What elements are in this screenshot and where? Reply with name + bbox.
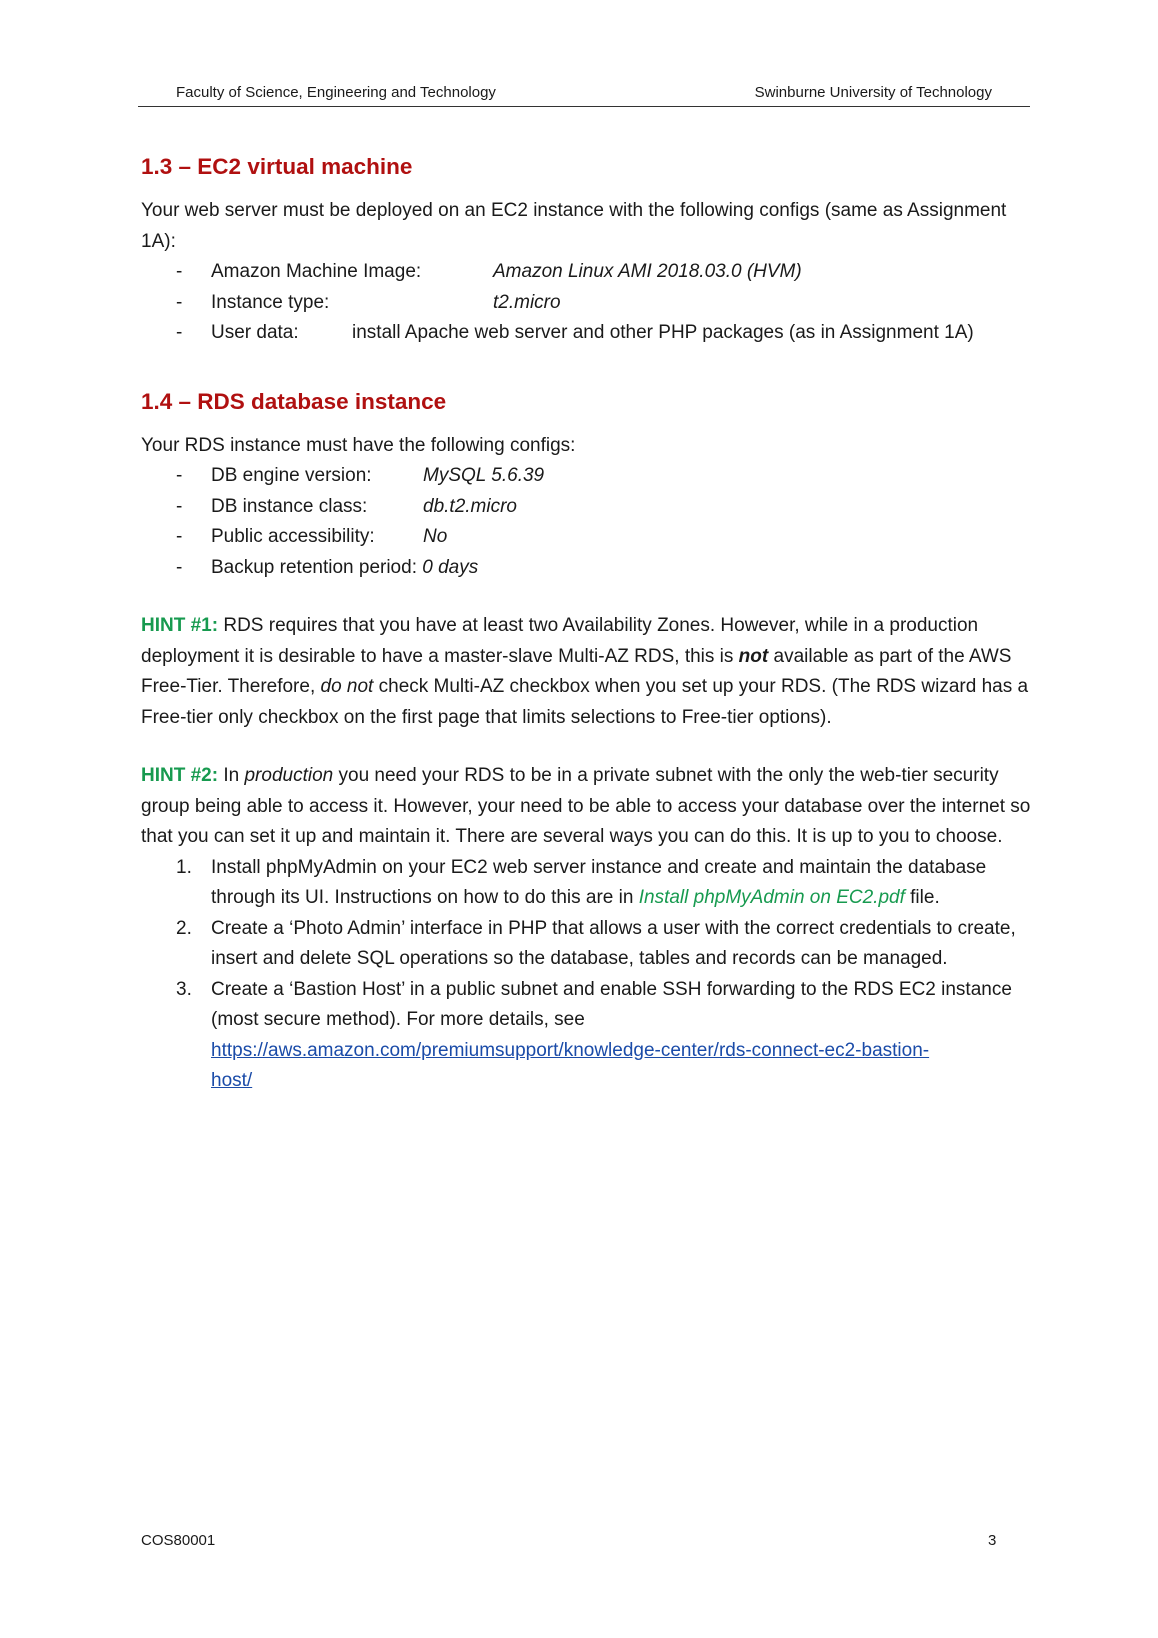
- list-item: - Public accessibility: No: [141, 522, 1031, 553]
- hint-1-text-b: available as part of the AWS Free-Tier. Therefore,: [141, 645, 1012, 697]
- header-university: Swinburne University of Technology: [754, 84, 992, 101]
- step-text-a: Install phpMyAdmin on your EC2 web server instance and create and maintain the database through its UI. Instructions on how to do this are in: [211, 856, 987, 908]
- list-item: - Amazon Machine Image: Amazon Linux AMI 2018.03.0 (HVM): [141, 257, 1031, 288]
- hint-2-text-b: you need your RDS to be in a private subnet with the only the web-tier security group being able to access it. However, your need to be able to access your database over the internet so that you can set it up and maintain it. There are several ways you can do this. It is up to you to choose.: [141, 765, 1031, 847]
- step-number: 2.: [176, 917, 192, 939]
- file-reference: Install phpMyAdmin on EC2.pdf: [638, 887, 905, 908]
- list-item: [141, 975, 1031, 1097]
- config-value: install Apache web server and other PHP packages (as in Assignment 1A): [352, 322, 974, 343]
- list-item: [141, 853, 1031, 914]
- hint-2-label: HINT #2:: [141, 765, 219, 786]
- link-line-2[interactable]: host/: [211, 1070, 253, 1091]
- step-text-b: file.: [904, 887, 940, 908]
- step-text: Create a ‘Photo Admin’ interface in PHP that allows a user with the correct credentials to create, insert and delete SQL operations so the database, tables and records can be managed.: [211, 917, 1016, 969]
- list-item: - DB engine version: MySQL 5.6.39: [141, 461, 1031, 492]
- config-label: DB instance class:: [211, 495, 368, 517]
- aws-bastion-link[interactable]: [211, 1040, 929, 1092]
- config-value: t2.micro: [493, 291, 561, 313]
- config-label: DB engine version:: [211, 465, 372, 486]
- config-label: Instance type:: [211, 291, 330, 313]
- page-header: [138, 80, 1030, 107]
- list-item: - Instance type: t2.micro: [141, 288, 1031, 319]
- rds-config-list: [141, 461, 1031, 583]
- list-item: [141, 914, 1031, 975]
- document-body: [141, 150, 1031, 1097]
- list-item: - User data: install Apache web server and other PHP packages (as in Assignment 1A): [141, 318, 1031, 349]
- hint-2-paragraph: [141, 761, 1031, 853]
- hint-1-emph-donot: do not: [320, 676, 374, 697]
- config-value: db.t2.micro: [423, 495, 517, 517]
- config-label: Backup retention period:: [211, 556, 417, 578]
- section-1-4-title: 1.4 – RDS database instance: [141, 388, 447, 414]
- section-1-3-intro: Your web server must be deployed on an EC2 instance with the following configs (same as Assignment 1A):: [141, 200, 1007, 252]
- config-value: No: [423, 526, 448, 547]
- list-item: - DB instance class: db.t2.micro: [141, 492, 1031, 523]
- list-item: - Backup retention period: 0 days: [176, 556, 479, 578]
- hint-1-text-c: check Multi-AZ checkbox when you set up your RDS. (The RDS wizard has a Free-tier only checkbox on the first page that limits selections to Free-tier options).: [141, 676, 1029, 728]
- ec2-config-list: [141, 257, 1031, 349]
- footer-page-number: 3: [988, 1532, 997, 1549]
- hint-1-text-a: RDS requires that you have at least two Availability Zones. However, while in a production deployment it is desirable to have a master-slave Multi-AZ RDS, this is: [141, 615, 979, 667]
- config-label: User data:: [211, 322, 299, 343]
- hint-1-label: HINT #1:: [141, 615, 219, 636]
- config-label: Amazon Machine Image:: [211, 261, 422, 282]
- hint-1-paragraph: [141, 611, 1031, 733]
- config-value: MySQL 5.6.39: [423, 465, 545, 486]
- config-label: Public accessibility:: [211, 526, 375, 547]
- section-1-4-intro: Your RDS instance must have the following configs:: [141, 434, 576, 456]
- header-faculty: Faculty of Science, Engineering and Technology: [176, 84, 496, 101]
- section-1-3-title: 1.3 – EC2 virtual machine: [141, 154, 413, 179]
- access-options-list: [141, 853, 1031, 1097]
- footer-course-code: COS80001: [141, 1532, 216, 1549]
- config-value: 0 days: [422, 556, 479, 578]
- step-number: 1.: [176, 856, 192, 878]
- step-number: 3.: [176, 978, 192, 1000]
- hint-2-text-a: In: [218, 765, 245, 786]
- hint-2-emph-production: production: [244, 765, 334, 786]
- config-value: Amazon Linux AMI 2018.03.0 (HVM): [493, 261, 802, 282]
- step-text: Create a ‘Bastion Host’ in a public subnet and enable SSH forwarding to the RDS EC2 instance (most secure method). For more details, see: [211, 978, 1012, 1030]
- link-line-1[interactable]: https://aws.amazon.com/premiumsupport/knowledge-center/rds-connect-ec2-bastion-: [211, 1039, 930, 1061]
- hint-1-emph-not: not: [738, 645, 769, 667]
